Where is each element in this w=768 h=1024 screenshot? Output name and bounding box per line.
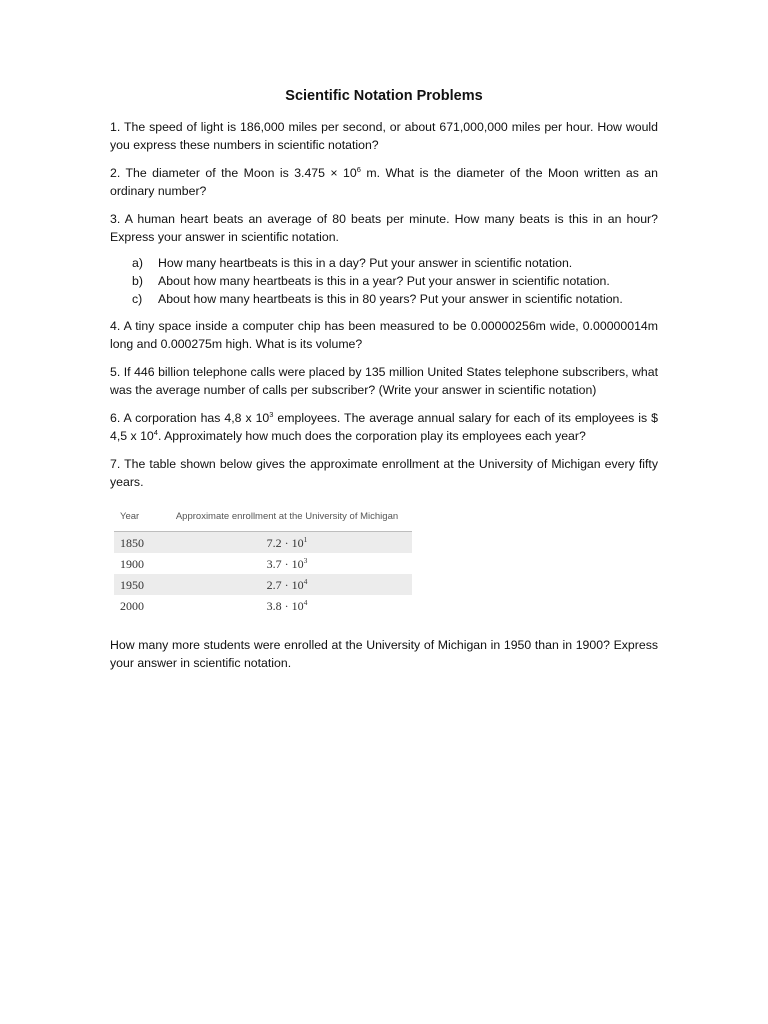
- list-marker: b): [132, 274, 143, 288]
- enrollment-exponent: 4: [303, 576, 308, 586]
- problem-6-text-2: employees. The average annual salary for each of its employees is $ 4,5 x 10: [110, 411, 658, 443]
- enrollment-column-header: Approximate enrollment at the University of Michigan: [162, 505, 412, 532]
- list-marker: a): [132, 256, 143, 270]
- problem-6-text-3: . Approximately how much does the corporation play its employees each year?: [157, 429, 586, 443]
- enrollment-table-container: [114, 505, 658, 616]
- enrollment-table: [114, 505, 412, 616]
- list-item-text: How many heartbeats is this in a day? Put your answer in scientific notation.: [158, 256, 573, 270]
- year-cell: 2000: [120, 598, 144, 613]
- enrollment-base: 3.7 · 10: [266, 556, 304, 571]
- problem-1: 1. The speed of light is 186,000 miles per second, or about 671,000,000 miles per hour. How would you express these numbers in scientific notation?: [110, 120, 658, 152]
- enrollment-base: 7.2 · 10: [266, 535, 304, 550]
- enrollment-cell: [162, 595, 412, 616]
- enrollment-exponent: 3: [303, 555, 308, 565]
- year-column-header: Year: [114, 505, 162, 532]
- problem-7: 7. The table shown below gives the approximate enrollment at the University of Michigan every fifty years.: [110, 457, 658, 489]
- enrollment-cell: [162, 574, 412, 595]
- table-row: [114, 574, 412, 595]
- year-cell: 1950: [114, 574, 162, 595]
- list-marker: c): [132, 292, 143, 306]
- problem-4: 4. A tiny space inside a computer chip has been measured to be 0.00000256m wide, 0.00000014m long and 0.000275m high. What is its volume?: [110, 319, 658, 351]
- problem-list: [110, 118, 658, 690]
- problem-6-text-1: 6. A corporation has 4,8 x 10: [110, 411, 270, 425]
- list-item: [110, 290, 658, 308]
- list-item: [110, 272, 658, 290]
- problem-2-text-before: 2. The diameter of the Moon is 3.475 × 10: [110, 166, 357, 180]
- year-cell: 1900: [120, 556, 144, 571]
- enrollment-exponent: 4: [303, 597, 308, 607]
- list-item-text: About how many heartbeats is this in 80 years? Put your answer in scientific notation.: [158, 292, 623, 306]
- problem-3-subquestions: [110, 254, 658, 308]
- problem-2-text-after: m. What is the diameter of the Moon written as an ordinary number?: [110, 166, 658, 198]
- page-title: Scientific Notation Problems: [285, 88, 483, 104]
- list-item: [110, 254, 658, 272]
- enrollment-base: 2.7 · 10: [266, 577, 304, 592]
- year-cell: 1850: [114, 532, 162, 554]
- closing-question: How many more students were enrolled at the University of Michigan in 1950 than in 1900? Express your answer in scientific notation.: [110, 638, 658, 670]
- enrollment-cell: [162, 532, 412, 554]
- problem-6-exponent-1: 3: [269, 409, 274, 419]
- enrollment-cell: [162, 553, 412, 574]
- problem-6: [110, 409, 658, 445]
- table-row: [114, 553, 412, 574]
- table-row: [114, 595, 412, 616]
- problem-2: [110, 164, 658, 200]
- problem-3: 3. A human heart beats an average of 80 beats per minute. How many beats is this in an hour? Express your answer in scientific notation.: [110, 212, 658, 244]
- table-row: [114, 532, 412, 554]
- enrollment-base: 3.8 · 10: [266, 598, 304, 613]
- table-header-row: [114, 505, 412, 532]
- problem-2-exponent: 6: [356, 164, 361, 174]
- list-item-text: About how many heartbeats is this in a year? Put your answer in scientific notation.: [158, 274, 610, 288]
- problem-6-exponent-2: 4: [153, 427, 158, 437]
- enrollment-exponent: 1: [303, 534, 308, 544]
- problem-5: 5. If 446 billion telephone calls were placed by 135 million United States telephone subscribers, what was the average number of calls per subscriber? (Write your answer in scientific notation): [110, 365, 658, 397]
